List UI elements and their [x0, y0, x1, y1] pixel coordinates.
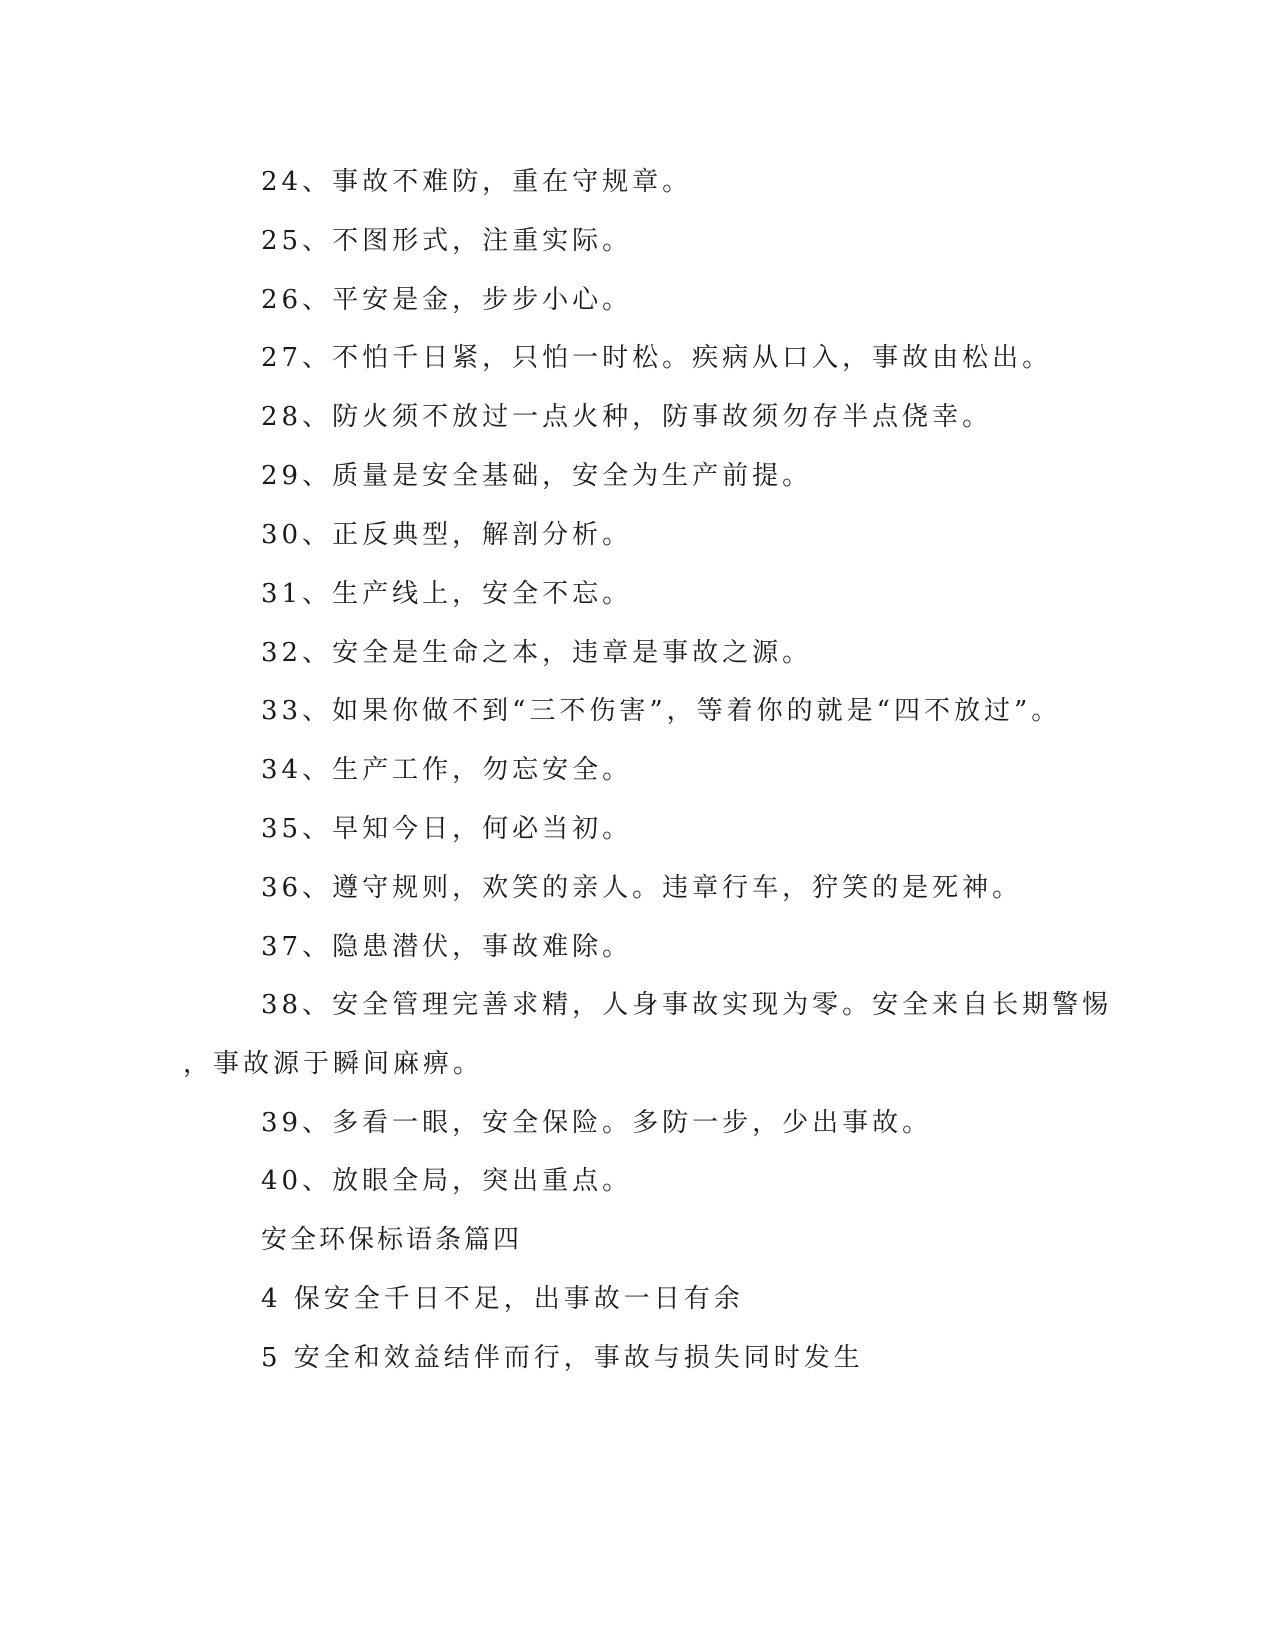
slogan-26: 26、平安是金，步步小心。 — [261, 285, 633, 315]
slogan-34: 34、生产工作，勿忘安全。 — [261, 755, 633, 785]
slogan-27: 27、不怕千日紧，只怕一时松。疾病从口入，事故由松出。 — [261, 343, 1053, 373]
slogan-31: 31、生产线上，安全不忘。 — [261, 579, 633, 609]
slogan-28: 28、防火须不放过一点火种，防事故须勿存半点侥幸。 — [261, 402, 993, 432]
slogan-35: 35、早知今日，何必当初。 — [261, 814, 633, 844]
slogan-30: 30、正反典型，解剖分析。 — [261, 520, 633, 550]
slogan-24: 24、事故不难防，重在守规章。 — [261, 167, 693, 197]
slogan-40: 40、放眼全局，突出重点。 — [261, 1166, 633, 1196]
slogan-32: 32、安全是生命之本，违章是事故之源。 — [261, 638, 813, 668]
slogan-38: 38、安全管理完善求精，人身事故实现为零。安全来自长期警惕 — [261, 990, 1113, 1020]
section-heading: 安全环保标语条篇四 — [261, 1225, 523, 1255]
slogan-29: 29、质量是安全基础，安全为生产前提。 — [261, 461, 813, 491]
slogan-4: 4 保安全千日不足，出事故一日有余 — [261, 1284, 744, 1314]
slogan-36: 36、遵守规则，欢笑的亲人。违章行车，狞笑的是死神。 — [261, 873, 1023, 903]
slogan-25: 25、不图形式，注重实际。 — [261, 226, 633, 256]
slogan-33: 33、如果你做不到“三不伤害”，等着你的就是“四不放过”。 — [261, 696, 1062, 726]
slogan-5: 5 安全和效益结伴而行，事故与损失同时发生 — [261, 1343, 864, 1373]
slogan-37: 37、隐患潜伏，事故难除。 — [261, 932, 633, 962]
slogan-39: 39、多看一眼，安全保险。多防一步，少出事故。 — [261, 1108, 933, 1138]
slogan-38-continued: ，事故源于瞬间麻痹。 — [183, 1049, 484, 1079]
